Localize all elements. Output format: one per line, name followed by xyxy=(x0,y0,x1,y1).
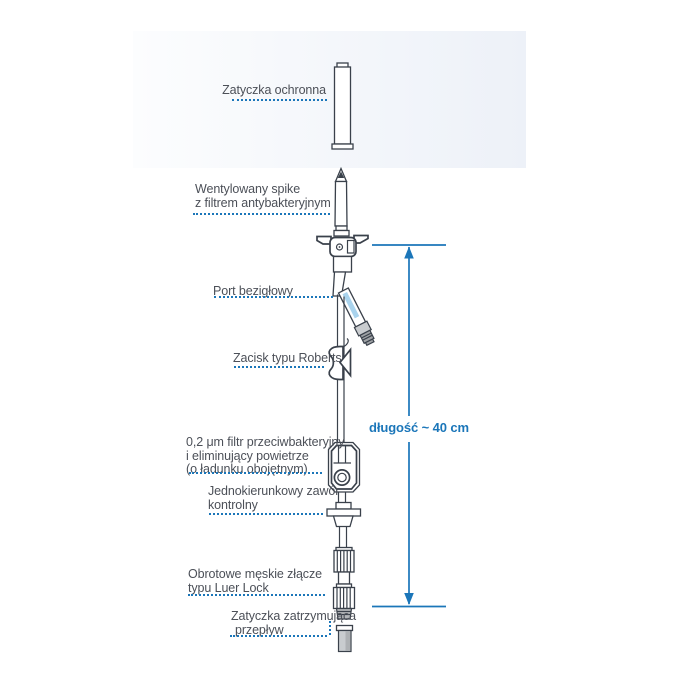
leader-needleless-port xyxy=(214,296,333,298)
leader-flow-stop-cap-vertical xyxy=(329,621,331,635)
label-antibacterial-filter: 0,2 μm filtr przeciwbakteryjny i eliminujący powietrze (o ładunku obojętnym) xyxy=(186,435,345,476)
length-dimension-label: długość ~ 40 cm xyxy=(369,420,470,435)
leader-antibacterial-filter xyxy=(189,472,322,474)
label-flow-stop-cap: Zatyczka zatrzymująca przepływ xyxy=(231,609,357,637)
label-protective-cap: Zatyczka ochronna xyxy=(222,83,326,97)
leader-flow-stop-cap xyxy=(230,635,327,637)
protective-cap-drawing xyxy=(332,63,353,149)
label-needleless-port: Port bezigłowy xyxy=(213,284,293,298)
leader-luer-lock xyxy=(188,594,325,596)
label-roberts-clamp: Zacisk typu Roberts xyxy=(233,351,342,365)
leader-check-valve xyxy=(209,513,323,515)
needleless-port-drawing xyxy=(337,287,376,346)
label-check-valve: Jednokierunkowy zawór kontrolny xyxy=(208,484,340,512)
leader-vented-spike xyxy=(193,213,330,215)
label-vented-spike: Wentylowany spike z filtrem antybakteryjnym xyxy=(195,182,331,210)
leader-roberts-clamp xyxy=(234,366,324,368)
leader-protective-cap xyxy=(232,99,327,101)
label-luer-lock: Obrotowe męskie złącze typu Luer Lock xyxy=(188,567,322,595)
